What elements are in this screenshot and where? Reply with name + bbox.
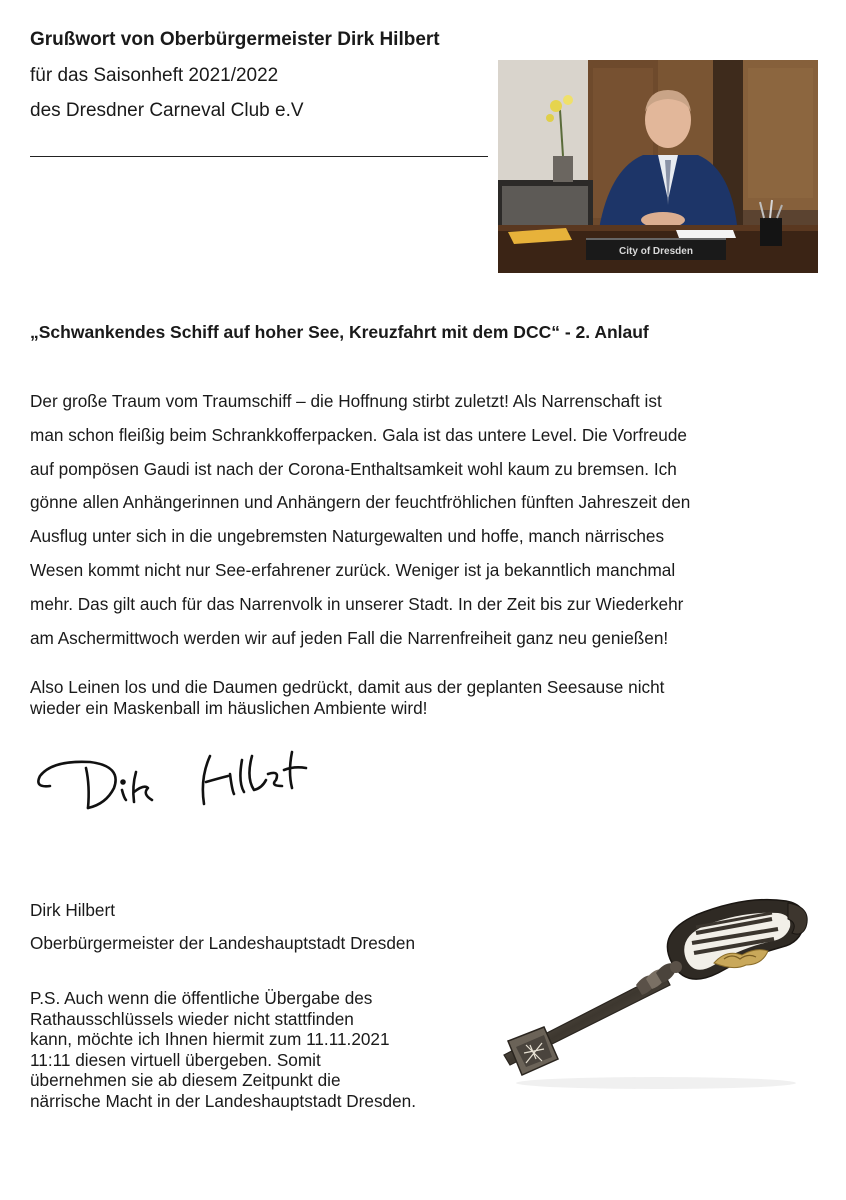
greeting-subtitle: für das Saisonheft 2021/2022 [30, 65, 279, 86]
town-hall-key-image [486, 893, 816, 1095]
signer-name: Dirk Hilbert [30, 900, 115, 920]
closing-paragraph [30, 677, 820, 719]
postscript-line: Rathausschlüssels wieder nicht stattfinden [30, 1008, 354, 1029]
body-line: Ausflug unter sich in die ungebremsten Naturgewalten und hoffe, manch närrisches [30, 526, 665, 547]
body-line: Wesen kommt nicht nur See-erfahrener zurück. Weniger ist ja bekanntlich manchmal [30, 559, 676, 580]
body-line: Der große Traum vom Traumschiff – die Hoffnung stirbt zuletzt! Als Narrenschaft ist [30, 391, 662, 411]
desk-sign-label: City of Dresden [619, 246, 693, 257]
postscript-line: närrische Macht in der Landeshauptstadt Dresden. [30, 1090, 416, 1111]
postscript-line: kann, möchte ich Ihnen hiermit zum 11.11.2021 [30, 1029, 390, 1049]
article-body [30, 385, 820, 655]
handwritten-signature [30, 742, 320, 822]
postscript-line: P.S. Auch wenn die öffentliche Übergabe des [30, 988, 373, 1008]
body-line: man schon fleißig beim Schrankkofferpacken. Gala ist das untere Level. Die Vorfreude [30, 424, 687, 445]
article-title: „Schwankendes Schiff auf hoher See, Kreuzfahrt mit dem DCC“ - 2. Anlauf [30, 322, 649, 342]
body-line: gönne allen Anhängerinnen und Anhängern der feuchtfröhlichen fünften Jahreszeit den [30, 492, 691, 513]
header-underline [30, 156, 488, 157]
postscript-line: 11:11 diesen virtuell übergeben. Somit [30, 1049, 321, 1070]
mayor-photo [498, 60, 818, 273]
greeting-club: des Dresdner Carneval Club e.V [30, 100, 304, 121]
signer-role: Oberbürgermeister der Landeshauptstadt Dresden [30, 933, 416, 953]
greeting-title: Grußwort von Oberbürgermeister Dirk Hilbert [30, 29, 440, 50]
closing-line: Also Leinen los und die Daumen gedrückt, damit aus der geplanten Seesause nicht [30, 677, 665, 697]
postscript [30, 988, 500, 1111]
body-line: auf pompösen Gaudi ist nach der Corona-Enthaltsamkeit wohl kaum zu bremsen. Ich [30, 458, 677, 479]
body-line: am Aschermittwoch werden wir auf jeden Fall die Narrenfreiheit ganz neu genießen! [30, 627, 669, 648]
body-line: mehr. Das gilt auch für das Narrenvolk in unserer Stadt. In der Zeit bis zur Wiederkehr [30, 593, 684, 614]
closing-line: wieder ein Maskenball im häuslichen Ambiente wird! [30, 698, 428, 718]
postscript-line: übernehmen sie ab diesem Zeitpunkt die [30, 1070, 341, 1090]
